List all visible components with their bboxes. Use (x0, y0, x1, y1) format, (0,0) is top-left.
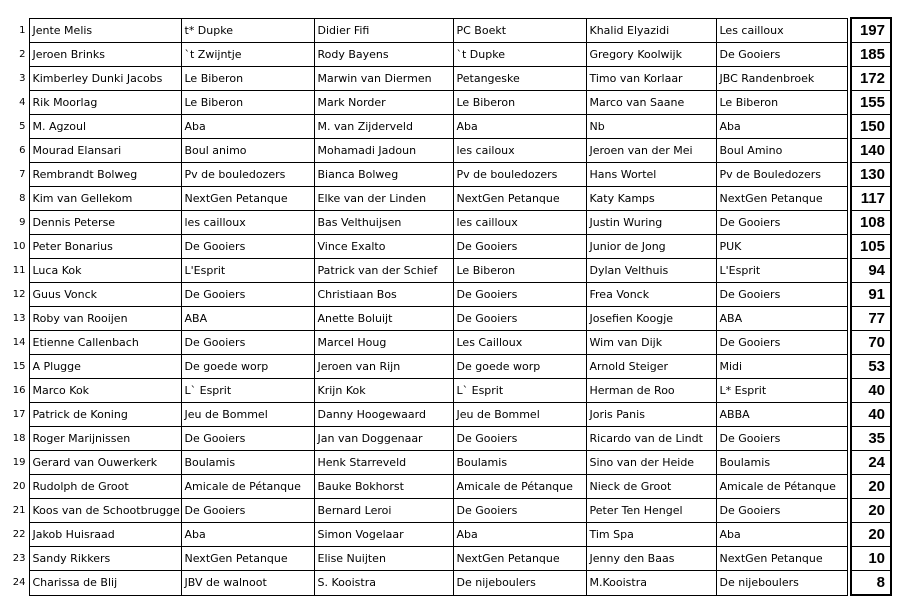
player2-name: Henk Starreveld (314, 451, 453, 475)
player3-name: Herman de Roo (586, 379, 716, 403)
player2-name: S. Kooistra (314, 571, 453, 596)
player2-club: Jeu de Bommel (453, 403, 586, 427)
player3-name: Tim Spa (586, 523, 716, 547)
player1-name: A Plugge (29, 355, 181, 379)
player1-club: De Gooiers (181, 499, 314, 523)
player3-name: Nieck de Groot (586, 475, 716, 499)
table-row (9, 307, 891, 331)
player2-club: Petangeske (453, 67, 586, 91)
table-row (9, 115, 891, 139)
player2-name: Jeroen van Rijn (314, 355, 453, 379)
score-cell: 197 (851, 18, 891, 43)
player3-club: Aba (716, 115, 847, 139)
player2-name: Mark Norder (314, 91, 453, 115)
player2-name: Didier Fifi (314, 18, 453, 43)
player1-club: Amicale de Pétanque (181, 475, 314, 499)
player2-name: Marwin van Diermen (314, 67, 453, 91)
player2-club: Boulamis (453, 451, 586, 475)
player1-club: Aba (181, 523, 314, 547)
player2-club: De goede worp (453, 355, 586, 379)
score-cell: 185 (851, 43, 891, 67)
score-cell: 40 (851, 379, 891, 403)
player2-club: De Gooiers (453, 235, 586, 259)
table-row (9, 139, 891, 163)
player2-club: De Gooiers (453, 307, 586, 331)
rank-cell: 23 (12, 553, 26, 564)
score-cell: 10 (851, 547, 891, 571)
score-cell: 53 (851, 355, 891, 379)
player2-club: les cailoux (453, 139, 586, 163)
table-row (9, 523, 891, 547)
table-row (9, 43, 891, 67)
player1-name: Luca Kok (29, 259, 181, 283)
score-cell: 155 (851, 91, 891, 115)
player3-name: Marco van Saane (586, 91, 716, 115)
player2-name: Krijn Kok (314, 379, 453, 403)
rank-cell: 2 (19, 49, 26, 60)
player2-club: les cailloux (453, 211, 586, 235)
player1-club: `t Zwijntje (181, 43, 314, 67)
standings-body (9, 18, 891, 595)
score-cell: 108 (851, 211, 891, 235)
player3-name: Joris Panis (586, 403, 716, 427)
rank-cell: 3 (19, 73, 26, 84)
player1-club: ABA (181, 307, 314, 331)
player2-club: De Gooiers (453, 283, 586, 307)
player3-club: L'Esprit (716, 259, 847, 283)
player1-name: Rembrandt Bolweg (29, 163, 181, 187)
rank-cell: 13 (12, 313, 26, 324)
player2-name: Patrick van der Schief (314, 259, 453, 283)
player1-name: Peter Bonarius (29, 235, 181, 259)
rank-cell: 9 (19, 217, 26, 228)
player2-name: Vince Exalto (314, 235, 453, 259)
player3-club: NextGen Petanque (716, 187, 847, 211)
score-cell: 20 (851, 499, 891, 523)
player2-club: Amicale de Pétanque (453, 475, 586, 499)
player3-club: JBC Randenbroek (716, 67, 847, 91)
player2-name: Bauke Bokhorst (314, 475, 453, 499)
player1-name: Mourad Elansari (29, 139, 181, 163)
player1-club: Pv de bouledozers (181, 163, 314, 187)
table-row (9, 259, 891, 283)
rank-cell: 8 (19, 193, 26, 204)
player3-name: Peter Ten Hengel (586, 499, 716, 523)
player3-club: De Gooiers (716, 331, 847, 355)
score-cell: 20 (851, 523, 891, 547)
player1-name: Roby van Rooijen (29, 307, 181, 331)
table-row (9, 475, 891, 499)
player1-club: t* Dupke (181, 18, 314, 43)
rank-cell: 5 (19, 121, 26, 132)
player3-club: De Gooiers (716, 283, 847, 307)
player2-club: PC Boekt (453, 18, 586, 43)
player2-club: De nijeboulers (453, 571, 586, 596)
score-cell: 91 (851, 283, 891, 307)
player1-name: M. Agzoul (29, 115, 181, 139)
rank-cell: 4 (19, 97, 26, 108)
player1-club: Le Biberon (181, 91, 314, 115)
table-row (9, 211, 891, 235)
player1-club: L` Esprit (181, 379, 314, 403)
rank-cell: 15 (12, 361, 26, 372)
player3-club: De nijeboulers (716, 571, 847, 596)
player3-club: Midi (716, 355, 847, 379)
standings-table (9, 17, 892, 596)
player1-club: L'Esprit (181, 259, 314, 283)
player1-club: JBV de walnoot (181, 571, 314, 596)
player3-name: Wim van Dijk (586, 331, 716, 355)
player1-club: NextGen Petanque (181, 187, 314, 211)
player2-club: `t Dupke (453, 43, 586, 67)
player2-name: Elke van der Linden (314, 187, 453, 211)
score-cell: 130 (851, 163, 891, 187)
rank-cell: 24 (12, 577, 26, 589)
player3-name: Jeroen van der Mei (586, 139, 716, 163)
player1-name: Etienne Callenbach (29, 331, 181, 355)
player2-club: Le Biberon (453, 91, 586, 115)
player3-club: Boul Amino (716, 139, 847, 163)
player2-club: Aba (453, 115, 586, 139)
score-cell: 94 (851, 259, 891, 283)
player3-club: De Gooiers (716, 43, 847, 67)
player3-name: Junior de Jong (586, 235, 716, 259)
player1-name: Guus Vonck (29, 283, 181, 307)
player2-name: Bianca Bolweg (314, 163, 453, 187)
player2-name: Marcel Houg (314, 331, 453, 355)
player3-club: ABA (716, 307, 847, 331)
score-cell: 77 (851, 307, 891, 331)
player2-name: M. van Zijderveld (314, 115, 453, 139)
rank-cell: 21 (12, 505, 26, 516)
player2-club: NextGen Petanque (453, 187, 586, 211)
player3-club: Le Biberon (716, 91, 847, 115)
player3-club: Amicale de Pétanque (716, 475, 847, 499)
player1-club: De Gooiers (181, 331, 314, 355)
player2-name: Christiaan Bos (314, 283, 453, 307)
player3-name: Ricardo van de Lindt (586, 427, 716, 451)
player1-name: Charissa de Blij (29, 571, 181, 596)
table-row (9, 379, 891, 403)
player2-name: Rody Bayens (314, 43, 453, 67)
score-cell: 172 (851, 67, 891, 91)
player3-name: Arnold Steiger (586, 355, 716, 379)
player1-name: Kim van Gellekom (29, 187, 181, 211)
player3-name: M.Kooistra (586, 571, 716, 596)
player3-name: Justin Wuring (586, 211, 716, 235)
player2-club: Les Cailloux (453, 331, 586, 355)
score-cell: 8 (851, 571, 891, 596)
player1-name: Kimberley Dunki Jacobs (29, 67, 181, 91)
player3-name: Jenny den Baas (586, 547, 716, 571)
player1-club: Boulamis (181, 451, 314, 475)
table-row (9, 451, 891, 475)
player3-club: De Gooiers (716, 211, 847, 235)
rank-cell: 19 (12, 457, 26, 468)
player1-name: Marco Kok (29, 379, 181, 403)
table-row (9, 571, 891, 596)
score-cell: 105 (851, 235, 891, 259)
player2-club: De Gooiers (453, 499, 586, 523)
player1-club: Le Biberon (181, 67, 314, 91)
score-cell: 20 (851, 475, 891, 499)
player1-club: NextGen Petanque (181, 547, 314, 571)
table-row (9, 187, 891, 211)
rank-cell: 14 (12, 337, 26, 348)
player2-name: Elise Nuijten (314, 547, 453, 571)
table-row (9, 163, 891, 187)
player3-name: Khalid Elyazidi (586, 18, 716, 43)
player1-name: Jakob Huisraad (29, 523, 181, 547)
rank-cell: 16 (12, 385, 26, 396)
player1-name: Dennis Peterse (29, 211, 181, 235)
table-row (9, 283, 891, 307)
player1-club: les cailloux (181, 211, 314, 235)
rank-cell: 10 (12, 241, 26, 252)
player3-name: Hans Wortel (586, 163, 716, 187)
player2-club: Aba (453, 523, 586, 547)
player3-club: Aba (716, 523, 847, 547)
table-row (9, 547, 891, 571)
rank-cell: 20 (12, 481, 26, 492)
player2-club: L` Esprit (453, 379, 586, 403)
player3-club: De Gooiers (716, 499, 847, 523)
score-cell: 140 (851, 139, 891, 163)
player1-club: De Gooiers (181, 427, 314, 451)
table-row (9, 355, 891, 379)
player3-club: NextGen Petanque (716, 547, 847, 571)
player3-name: Nb (586, 115, 716, 139)
player3-name: Josefien Koogje (586, 307, 716, 331)
player3-club: De Gooiers (716, 427, 847, 451)
player2-club: Pv de bouledozers (453, 163, 586, 187)
player1-name: Gerard van Ouwerkerk (29, 451, 181, 475)
player1-club: De Gooiers (181, 283, 314, 307)
player3-club: PUK (716, 235, 847, 259)
player1-club: Jeu de Bommel (181, 403, 314, 427)
player2-name: Bas Velthuijsen (314, 211, 453, 235)
rank-cell: 6 (19, 145, 26, 156)
score-cell: 117 (851, 187, 891, 211)
table-row (9, 18, 891, 43)
table-row (9, 235, 891, 259)
player1-club: Boul animo (181, 139, 314, 163)
player2-name: Danny Hoogewaard (314, 403, 453, 427)
player2-club: NextGen Petanque (453, 547, 586, 571)
player1-name: Roger Marijnissen (29, 427, 181, 451)
rank-cell: 18 (12, 433, 26, 444)
player1-club: De Gooiers (181, 235, 314, 259)
player3-name: Gregory Koolwijk (586, 43, 716, 67)
player1-name: Jeroen Brinks (29, 43, 181, 67)
score-cell: 24 (851, 451, 891, 475)
score-cell: 150 (851, 115, 891, 139)
player3-name: Sino van der Heide (586, 451, 716, 475)
table-row (9, 331, 891, 355)
player2-name: Simon Vogelaar (314, 523, 453, 547)
player1-name: Jente Melis (29, 18, 181, 43)
player3-name: Dylan Velthuis (586, 259, 716, 283)
table-row (9, 403, 891, 427)
table-row (9, 427, 891, 451)
player3-name: Katy Kamps (586, 187, 716, 211)
player2-name: Jan van Doggenaar (314, 427, 453, 451)
player3-name: Timo van Korlaar (586, 67, 716, 91)
rank-cell: 12 (12, 289, 26, 300)
player3-club: Les cailloux (716, 18, 847, 43)
player1-name: Sandy Rikkers (29, 547, 181, 571)
table-row (9, 67, 891, 91)
rank-cell: 1 (19, 24, 26, 36)
player2-name: Bernard Leroi (314, 499, 453, 523)
player2-club: Le Biberon (453, 259, 586, 283)
player3-club: Pv de Bouledozers (716, 163, 847, 187)
player3-name: Frea Vonck (586, 283, 716, 307)
player1-name: Rudolph de Groot (29, 475, 181, 499)
player1-club: Aba (181, 115, 314, 139)
table-row (9, 499, 891, 523)
player1-name: Patrick de Koning (29, 403, 181, 427)
score-cell: 70 (851, 331, 891, 355)
rank-cell: 17 (12, 409, 26, 420)
player1-name: Koos van de Schootbrugge (29, 499, 181, 523)
score-cell: 40 (851, 403, 891, 427)
rank-cell: 11 (12, 265, 26, 276)
rank-cell: 7 (19, 169, 26, 180)
player1-name: Rik Moorlag (29, 91, 181, 115)
rank-cell: 22 (12, 529, 26, 540)
player3-club: L* Esprit (716, 379, 847, 403)
player2-name: Anette Boluijt (314, 307, 453, 331)
score-cell: 35 (851, 427, 891, 451)
player3-club: ABBA (716, 403, 847, 427)
player3-club: Boulamis (716, 451, 847, 475)
player2-name: Mohamadi Jadoun (314, 139, 453, 163)
player2-club: De Gooiers (453, 427, 586, 451)
table-row (9, 91, 891, 115)
player1-club: De goede worp (181, 355, 314, 379)
